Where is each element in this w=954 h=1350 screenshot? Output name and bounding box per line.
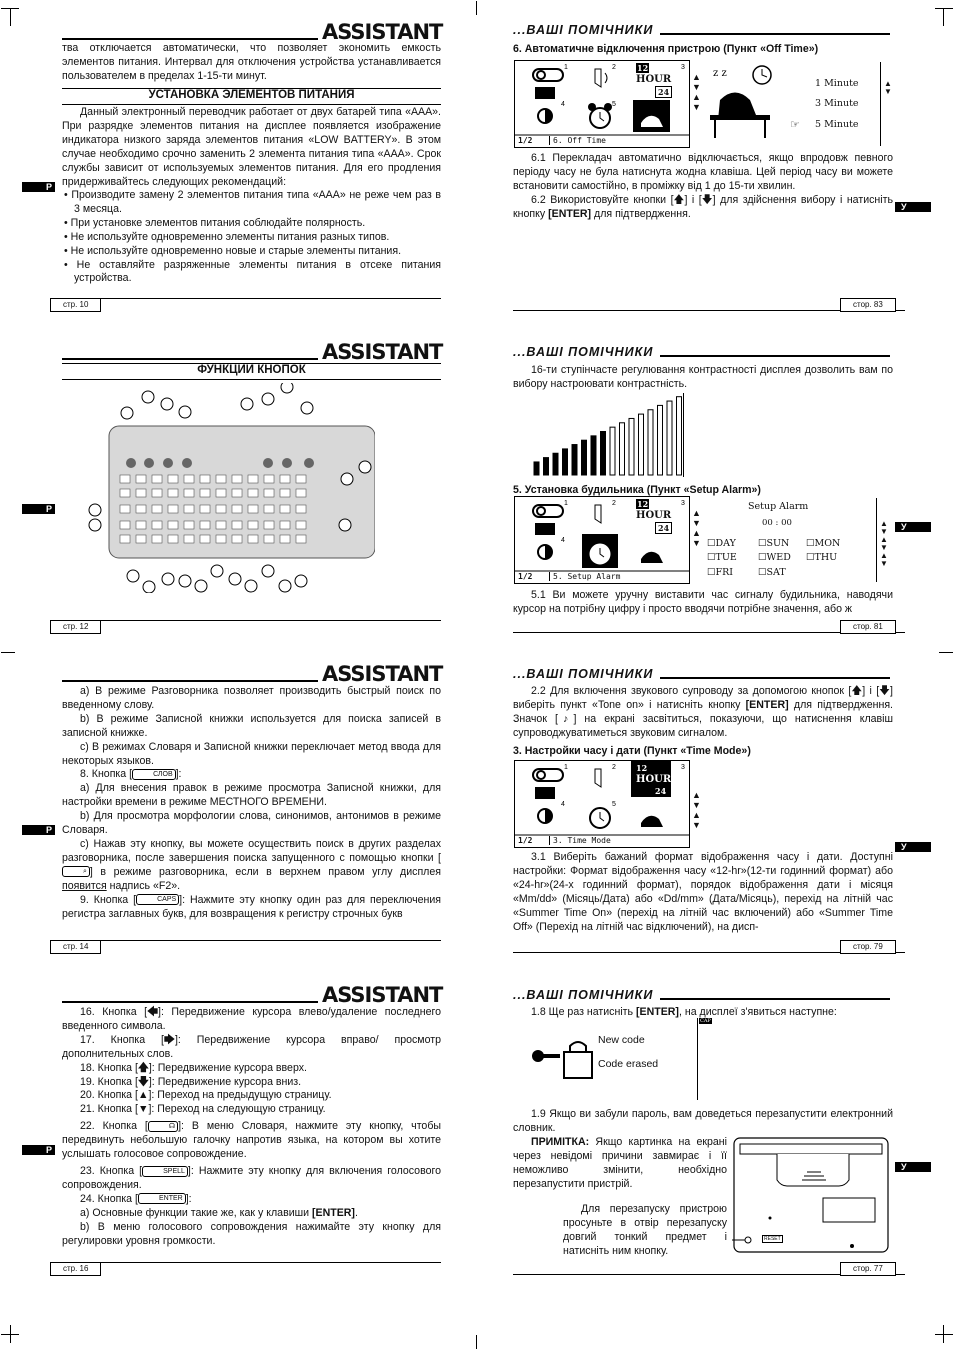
contrast-bar xyxy=(610,427,615,475)
p77-text-1: 1.8 Ще раз натисніть [ENTER], на дисплеї з'явиться наступне: xyxy=(531,1006,837,1018)
pointing-hand-icon: ☞ xyxy=(790,119,800,131)
menu-item: 3. Time Mode xyxy=(549,836,611,845)
num-24: 24 xyxy=(655,522,672,534)
svg-text:3: 3 xyxy=(681,764,685,771)
brand-logo: ASSISTANT xyxy=(322,983,443,1007)
svg-text:2: 2 xyxy=(612,764,616,771)
sound-icon xyxy=(595,769,601,787)
num-12: 12 xyxy=(636,763,648,773)
contrast-bar-chart xyxy=(528,395,698,477)
section-header: ...ВАШІ ПОМІЧНИКИ xyxy=(513,667,654,681)
contrast-bar xyxy=(677,397,682,475)
sound-icon xyxy=(595,505,601,523)
p83-title: 6. Автоматичне відключення пристрою (Пункт «Off Time») xyxy=(513,43,819,55)
brand-logo: ASSISTANT xyxy=(322,662,443,686)
bullet-item: Не используйте одновременно новые и старые элементы питания. xyxy=(70,244,402,257)
option-1-minute: 1 Minute xyxy=(815,78,859,89)
hour-label: HOUR xyxy=(636,774,672,785)
device-back-illustration xyxy=(732,1136,890,1256)
sleeping-person-illustration xyxy=(705,60,790,140)
num-12: 12 xyxy=(637,499,649,509)
p79-text-2: 3.1 Виберіть бажаний формат відображення часу і дати. Доступні настройки: Формат відображення часу «12-hr»(12-ти годинний формат) або «24-hr»(24-х годинний формат), порядок відображення дати і місяця «Mm/dd» (Місяць/Дата) або «Dd/mm» (Дата/Місяць), перехід на літній час «Summer Time On» (перехід на літній час включений) або «Summer Time Off» (Перехід на літній час відключений), на дисп- xyxy=(513,851,893,933)
contrast-bar xyxy=(629,418,634,475)
day-checkbox: ☐TUE xyxy=(707,552,737,563)
menu-counter: 1/2 xyxy=(518,136,533,145)
search-key-icon: ⌕ xyxy=(62,866,90,877)
lang-tab-ru: Р xyxy=(22,825,55,835)
lang-tab-uk: У xyxy=(895,1162,931,1172)
section-header: ...ВАШІ ПОМІЧНИКИ xyxy=(513,988,654,1002)
p81-text-2: 5.1 Ви можете уручну виставити час сигналу будильника, наводячи курсор на потрібну цифру і просто вводячи потрібне значення, або ж xyxy=(513,589,893,615)
hour-label: HOUR xyxy=(636,510,672,521)
svg-text:4: 4 xyxy=(561,101,565,108)
contrast-bar xyxy=(544,458,549,475)
alarm-clock-icon xyxy=(590,808,610,828)
num-12: 12 xyxy=(637,63,649,73)
contrast-bar xyxy=(582,440,587,475)
contrast-bar xyxy=(591,436,596,475)
day-checkbox: ☐FRI xyxy=(707,567,734,578)
svg-text:3: 3 xyxy=(681,500,685,507)
caps-indicator: CAP xyxy=(700,1018,711,1024)
key-lock-illustration xyxy=(530,1038,600,1082)
contrast-icon xyxy=(535,87,555,99)
page-number: стр. 10 xyxy=(50,298,101,312)
p16-body: 16. Кнопка [🡄]: Передвижение курсора влево/удаление последнего введенного символа. 17. Кнопка [🡆]: Передвижение курсора вправо/ просмотр дополнительных слов. 18. Кнопка [🡅]: Передвижение курсора вверх. 19. Кнопка [🡇]: Передвижение курсора вниз. 20. Кнопка [▲]: Переход на предыдущую страницу. 21. Кнопка [▼]: Переход на следующую страницу. 22. Кнопка [ ☊ ]: В меню Словаря, нажмите эту кнопку, чтобы передвинуть небольшую галочку напротив языка, на котором вы хотите услышать голосовое сопровождение. 23. Кнопка [ SPELL ]: Нажмите эту кнопку для включения голосового сопровождения. 24. Кнопка [ ENTER ]: a) Основные функции такие же, как у клавиши [ENTER]. b) В меню голосового сопровождения нажимайте эту кнопку для регулировки уровня громкости. xyxy=(62,1006,441,1247)
lang-tab-uk: У xyxy=(895,842,931,852)
day-checkbox: ☐SUN xyxy=(758,538,790,549)
p77-note: ПРИМІТКА: Якщо картинка на екрані через невідомі причини завмирає і її неможливо змінити, необхідно перезапустити пристрій. xyxy=(513,1136,727,1190)
num-24: 24 xyxy=(655,786,667,796)
page-number: стор. 81 xyxy=(840,620,896,634)
menu-counter: 1/2 xyxy=(518,572,533,581)
alarm-clock-icon xyxy=(588,103,612,128)
p81-title: 5. Установка будильника (Пункт «Setup Alarm») xyxy=(513,484,761,496)
spell-key-icon: SPELL xyxy=(142,1166,188,1177)
lang-tab-uk: У xyxy=(895,522,931,532)
brightness-icon xyxy=(538,809,552,823)
page-number: стр. 12 xyxy=(50,620,101,634)
p14-body: a) В режиме Разговорника позволяет производить быстрый поиск по введенному слову. b) В режиме Записной книжки используется для поиска записей в записной книжке. c) В режимах Словаря и Записной книжки переключает метод ввода для некоторых языков. 8. Кнопка [ СЛОВ ]: a) Для внесения правок в режиме просмотра Записной книжки, для настройки времени в режиме МЕСТНОГО ВРЕМЕНИ. b) Для просмотра морфологии слова, синонимов, антонимов в режиме Словаря. c) Нажав эту кнопку, вы можете осуществить поиск в других разделах разговорника, после завершения поиска запущенного с помощью кнопки [⌕ ] в режиме разговорника, если в верхнем правом углу дисплея появится надпись «F2». 9. Кнопка [ CAPS ]: Нажмите эту кнопку один раз для переключения регистра заглавных букв, для возвращения к регистру строчных букв xyxy=(62,685,441,920)
day-checkbox: ☐WED xyxy=(758,552,791,563)
svg-text:4: 4 xyxy=(561,537,565,544)
lang-tab-ru: Р xyxy=(22,504,55,514)
brand-logo: ASSISTANT xyxy=(322,20,443,44)
section-header: ...ВАШІ ПОМІЧНИКИ xyxy=(513,345,654,359)
lcd-menu-screen xyxy=(514,760,690,848)
nav-arrows: ▲ ▼ ▲ ▼ xyxy=(692,72,701,112)
nav-arrows: ▲ ▼ ▲ ▼ xyxy=(692,790,701,830)
svg-text:3: 3 xyxy=(681,64,685,71)
caps-key-icon: CAPS xyxy=(136,894,179,905)
bullet-item: Не используйте одновременно элементы питания разных типов. xyxy=(70,230,390,243)
menu-item: 5. Setup Alarm xyxy=(549,572,620,581)
page-number: стр. 16 xyxy=(50,1262,101,1276)
contrast-icon xyxy=(535,787,555,799)
code-erased-label: Code erased xyxy=(598,1058,659,1070)
lang-tab-uk: У xyxy=(895,202,931,212)
bullet-item: Производите замену 2 элементов питания типа «ААА» не реже чем раз в 3 месяца. xyxy=(71,189,441,215)
scroll-arrows-icon: ▲ ▼ ▲ ▼ ▲ ▼ xyxy=(880,519,888,568)
p83-text-2: 6.2 Використовуйте кнопки [🡅] і [🡇] для здійснення вибору і натисніть кнопку [ENTER] для підтвердження. xyxy=(513,194,893,220)
svg-text:5: 5 xyxy=(612,101,616,108)
page-number: стр. 14 xyxy=(50,940,101,954)
day-checkbox: ☐DAY xyxy=(707,538,736,549)
p79-text-1: 2.2 Для включення звукового супроводу за допомогою кнопок [🡅] і [🡇] виберіть пункт «Tone on» і натисніть кнопку [ENTER] для підтвердження. Значок [♪] на екрані засвітиться, показуючи, що натиснення клавіш супроводжуватиметься звуковим сигналом. xyxy=(513,685,893,739)
contrast-bar xyxy=(667,401,672,475)
menu-item: 6. Off Time xyxy=(549,136,606,145)
lock-icon xyxy=(564,1042,592,1078)
svg-text:4: 4 xyxy=(561,801,565,808)
key-icon xyxy=(533,769,563,781)
contrast-bar xyxy=(601,432,606,476)
p77-text-3: Для перезапуску пристрою просуньте в отвір перезапуску довгий тонкий предмет і натисніть ним кнопку. xyxy=(563,1203,727,1257)
menu-counter: 1/2 xyxy=(518,836,533,845)
p77-text-2: 1.9 Якщо ви забули пароль, вам доведеться перезапустити електронний словник. xyxy=(513,1108,893,1134)
page-number: стор. 83 xyxy=(840,298,896,312)
p10-section-title: УСТАНОВКА ЭЛЕМЕНТОВ ПИТАНИЯ xyxy=(148,89,355,101)
brightness-icon xyxy=(538,109,552,123)
hour-label: HOUR xyxy=(636,74,672,85)
brand-logo: ASSISTANT xyxy=(322,340,443,364)
contrast-bar xyxy=(572,445,577,475)
lang-tab-ru: Р xyxy=(22,182,55,192)
p10-text-batteries: Данный электронный переводчик работает от двух батарей типа «ААА». При разрядке элементов питания на дисплее появляется изображение индикатора низкого заряда элементов питания «LOW BATTERY». В этом случае необходимо срочно заменить 2 элемента питания типа «ААА». Срок службы зависит от используемых элементов питания. Для его продления придерживайтесь следующих рекомендаций: xyxy=(62,106,441,188)
contrast-bar xyxy=(648,410,653,475)
sleeping-icon xyxy=(641,552,663,563)
p10-text-intro: тва отключается автоматически, что позволяет экономить емкость элементов питания. Интервал для отключения устройства устанавливается пользователем в пределах 1-15-ти минут. xyxy=(62,42,441,82)
day-checkbox: ☐THU xyxy=(806,552,838,563)
svg-text:1: 1 xyxy=(564,500,568,507)
day-checkbox: ☐SAT xyxy=(758,567,786,578)
key-icon xyxy=(533,505,563,517)
contrast-icon xyxy=(535,523,555,535)
p79-title: 3. Настройки часу і дати (Пункт «Time Mode») xyxy=(513,745,751,757)
lcd-menu-screen xyxy=(514,60,690,148)
num-24: 24 xyxy=(655,86,672,98)
page-number: стор. 77 xyxy=(840,1262,896,1276)
reset-label: RESET xyxy=(764,1236,781,1242)
sound-icon xyxy=(595,69,607,87)
contrast-bar xyxy=(620,423,625,475)
p83-text-1: 6.1 Перекладач автоматично відключається, якщо впродовж певного періоду часу не була натиснута жодна клавіша. Цей період часу ви можете встановити самостійно, в проміжку від 1 до 15-ти хвилин. xyxy=(513,152,893,192)
section-header: ...ВАШІ ПОМІЧНИКИ xyxy=(513,23,654,37)
page-number: стор. 79 xyxy=(840,940,896,954)
dictionary-key-icon: СЛОВ xyxy=(132,769,176,780)
new-code-label: New code xyxy=(598,1034,645,1046)
svg-text:5: 5 xyxy=(612,801,616,808)
contrast-bar xyxy=(534,462,539,475)
svg-text:2: 2 xyxy=(612,500,616,507)
lang-tab-ru: Р xyxy=(22,1145,55,1155)
p81-text-1: 16-ти ступінчасте регулювання контрастності дисплея дозволить вам по вибору настроювати контрастність. xyxy=(513,364,893,390)
key-icon xyxy=(533,69,563,81)
p10-bullet-list: • Производите замену 2 элементов питания типа «ААА» не реже чем раз в 3 месяца. • При установке элементов питания соблюдайте полярность. • Не используйте одновременно элементы питания разных типов. • Не используйте одновременно новые и старые элементы питания. • Не оставляйте разряженные элементы питания в отсеке питания устройства. xyxy=(64,189,441,285)
keyboard-diagram xyxy=(75,383,375,593)
contrast-bar xyxy=(658,405,663,475)
voice-language-key-icon: ☊ xyxy=(148,1121,178,1132)
p12-section-title: ФУНКЦИИ КНОПОК xyxy=(197,364,306,376)
contrast-bar xyxy=(639,414,644,475)
day-checkbox: ☐MON xyxy=(806,538,841,549)
alarm-time: 00 : 00 xyxy=(762,518,792,528)
bullet-item: При установке элементов питания соблюдайте полярность. xyxy=(70,216,366,229)
option-3-minute: 3 Minute xyxy=(815,98,859,109)
alarm-title: Setup Alarm xyxy=(748,501,809,512)
svg-text:2: 2 xyxy=(612,64,616,71)
enter-key-icon: ENTER xyxy=(138,1193,186,1204)
contrast-bar xyxy=(563,449,568,475)
svg-text:1: 1 xyxy=(564,64,568,71)
sleeping-icon xyxy=(641,816,663,827)
key-icon xyxy=(532,1050,560,1062)
svg-text:1: 1 xyxy=(564,764,568,771)
lcd-menu-screen xyxy=(514,496,690,584)
bullet-item: Не оставляйте разряженные элементы питания в отсеке питания устройства. xyxy=(74,258,441,285)
brightness-icon xyxy=(538,545,552,559)
contrast-bar xyxy=(553,453,558,475)
nav-arrows: ▲ ▼ ▲ ▼ xyxy=(692,508,701,548)
zz-text: z z xyxy=(713,68,727,79)
scroll-arrows-icon: ▲ ▼ xyxy=(884,79,892,96)
option-5-minute: 5 Minute xyxy=(815,119,859,130)
